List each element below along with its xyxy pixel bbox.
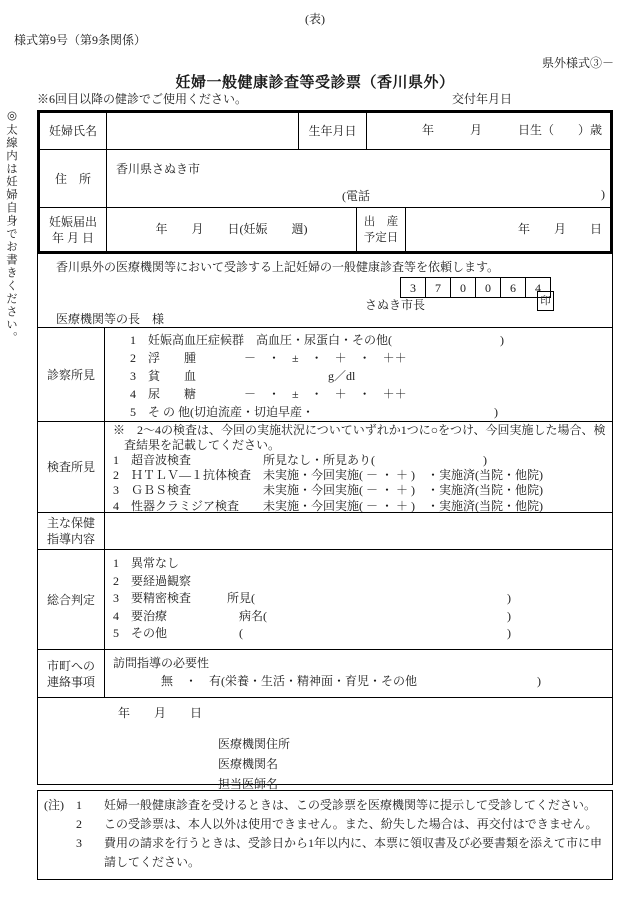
visit-guidance-options: 無 ・ 有(栄養・生活・精神面・育児・その他 ) — [113, 674, 541, 688]
judgment-item: 4 要治療 病名( ) — [113, 608, 511, 623]
test-finding-item: 2 ＨＴＬＶ―１抗体検査 未実施・今回実施( － ・ ＋ ) ・実施済(当院・他院) — [113, 468, 543, 483]
notification-label: 妊娠届出 年 月 日 — [40, 208, 107, 251]
overall-judgment-section — [38, 550, 612, 650]
due-date-label: 出 産 予定日 — [357, 208, 406, 251]
name-field — [107, 113, 299, 149]
applicant-table — [37, 110, 613, 254]
test-finding-item: 4 性器クラミジア検査 未実施・今回実施( － ・ ＋ ) ・実施済(当院・他院) — [113, 498, 543, 512]
test-finding-item: 1 超音波検査 所見なし・所見あり( ) — [113, 453, 487, 467]
test-findings-body — [105, 422, 612, 512]
org-address-label: 医療機関住所 — [218, 737, 291, 751]
birthdate-label: 生年月日 — [299, 113, 367, 149]
note-number: 3 — [76, 836, 82, 850]
row-name — [40, 113, 610, 149]
name-label: 妊婦氏名 — [40, 113, 107, 149]
exam-finding-item: 5 そ の 他(切迫流産・切迫早産・ ) — [130, 405, 498, 419]
doctor-name-label: 担当医師名 — [218, 777, 279, 791]
mayor-name: さぬき市長 — [365, 298, 426, 312]
exam-findings-section — [38, 328, 612, 422]
code-digit-boxes — [400, 277, 551, 298]
overall-judgment-body — [105, 550, 612, 649]
exam-findings-body — [105, 328, 612, 421]
note-prefix: (注) — [44, 798, 64, 812]
code-digit: 3 — [400, 277, 426, 298]
seal-box: 印 — [537, 291, 554, 311]
note-text: 妊婦一般健康診査を受けるときは、この受診票を医療機関等に提示して受診してください。 — [104, 798, 597, 812]
page-side-label: (表) — [305, 12, 325, 26]
exam-finding-item: 2 浮 腫 － ・ ± ・ ＋ ・ ＋＋ — [130, 351, 407, 365]
row-address — [40, 149, 610, 207]
judgment-item: 3 要精密検査 所見( ) — [113, 591, 511, 606]
test-findings-section — [38, 422, 612, 513]
visit-guidance-line: 訪問指導の必要性 — [113, 656, 210, 670]
style-code: 県外様式③－ — [541, 56, 614, 70]
note-row — [44, 796, 606, 815]
city-contact-section — [38, 650, 612, 698]
signature-date: 年 月 日 — [118, 706, 203, 720]
signature-section — [38, 698, 612, 791]
judgment-item: 1 異常なし — [113, 556, 180, 570]
birthdate-field: 年 月 日生（ ）歳 — [421, 123, 602, 137]
code-digit: 0 — [475, 277, 501, 298]
phone-line — [116, 187, 605, 204]
exam-finding-item: 1 妊娠高血圧症候群 高血圧・尿蛋白・その他( ) — [130, 333, 504, 347]
note-row — [44, 834, 606, 872]
usage-note: ※6回目以降の健診でご使用ください。 — [37, 92, 248, 106]
page-title: 妊婦一般健康診査等受診票（香川県外） — [175, 75, 455, 91]
health-guidance-body — [105, 513, 612, 549]
address-label: 住 所 — [40, 150, 107, 207]
exam-finding-item: 3 貧 血 g／dl — [130, 369, 356, 383]
note-number: 2 — [76, 817, 82, 831]
code-digit: 0 — [450, 277, 476, 298]
note-row — [44, 815, 606, 834]
city-contact-body — [105, 650, 612, 697]
test-findings-note: ※ 2～4の検査は、今回の実施状況についていずれか1つに○をつけ、今回実施した場合、検査結果を記載してください。 — [113, 423, 606, 452]
notification-field: 年 月 日(妊娠 週) — [107, 208, 357, 251]
note-text: この受診票は、本人以外は使用できません。また、紛失した場合は、再交付はできません。 — [104, 817, 598, 831]
form-body — [37, 110, 613, 880]
org-name-label: 医療機関名 — [218, 757, 279, 771]
address-value: 香川県さぬき市 — [116, 162, 201, 176]
note-text: 費用の請求を行うときは、受診日から1年以内に、本票に領収書及び必要書類を添えて市に申請してください。 — [104, 836, 603, 869]
exam-finding-item: 4 尿 糖 － ・ ± ・ ＋ ・ ＋＋ — [130, 387, 407, 401]
form-number: 様式第9号（第9条関係） — [14, 33, 147, 47]
exam-findings-label: 診察所見 — [38, 328, 105, 421]
code-digit: 4 — [525, 277, 551, 298]
due-date-field: 年 月 日 — [517, 222, 602, 236]
code-digit: 7 — [425, 277, 451, 298]
addressee: 医療機関等の長 様 — [56, 312, 165, 326]
city-contact-label: 市町への 連絡事項 — [38, 650, 105, 697]
request-statement: 香川県外の医療機関等において受診する上記妊婦の一般健康診査等を依頼します。 — [56, 260, 500, 274]
request-section — [38, 254, 612, 328]
health-guidance-label: 主な保健 指導内容 — [38, 513, 105, 549]
phone-open: (電話 — [342, 189, 370, 203]
organization-block — [218, 734, 612, 794]
health-guidance-section — [38, 513, 612, 550]
test-findings-label: 検査所見 — [38, 422, 105, 512]
code-digit: 6 — [500, 277, 526, 298]
phone-close: ) — [601, 187, 605, 201]
address-field — [107, 150, 610, 207]
judgment-item: 2 要経過観察 — [113, 573, 192, 588]
judgment-item: 5 その他 ( ) — [113, 626, 511, 641]
overall-judgment-label: 総合判定 — [38, 550, 105, 649]
row-notification — [40, 207, 610, 251]
side-instruction: ◎太線内は妊婦自身でお書きください。 — [5, 108, 17, 345]
notes-box — [37, 790, 613, 880]
main-table — [37, 254, 613, 791]
test-finding-item: 3 ＧＢＳ検査 未実施・今回実施( － ・ ＋ ) ・実施済(当院・他院) — [113, 483, 543, 498]
issue-date-label: 交付年月日 — [452, 92, 513, 106]
note-number: 1 — [76, 798, 82, 812]
